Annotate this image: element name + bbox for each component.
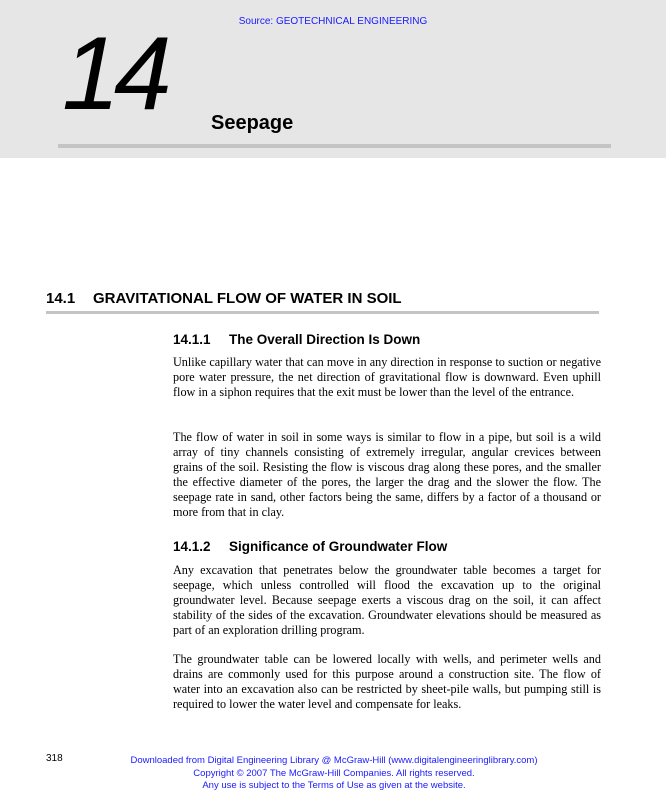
subsection-heading <box>173 332 420 347</box>
subsection-title: The Overall Direction Is Down <box>229 332 421 347</box>
chapter-number: 14 <box>62 16 166 132</box>
section-title: GRAVITATIONAL FLOW OF WATER IN SOIL <box>93 290 402 307</box>
subsection-title: Significance of Groundwater Flow <box>229 539 448 554</box>
source-line: Source: GEOTECHNICAL ENGINEERING <box>238 16 428 27</box>
section-heading <box>46 290 402 307</box>
page-number: 318 <box>46 753 63 764</box>
subsection-number: 14.1.1 <box>173 332 211 347</box>
chapter-rule <box>58 144 611 148</box>
paragraph: The flow of water in soil in some ways is similar to flow in a pipe, but soil is a wild array of tiny channels consisting of extremely irregular, angular crevices between grains of the soil. Resisting the flow is viscous drag along these pores, and the smaller the effective diameter of the pores, the larger the drag and the slower the flow. The seepage rate in sand, other factors being the same, differs by a factor of a thousand or more from that in clay. <box>173 430 601 519</box>
paragraph: The groundwater table can be lowered locally with wells, and perimeter wells and drains are commonly used for this purpose around a construction site. The flow of water into an excavation also can be restricted by sheet-pile walls, but pumping still is required to lower the water level and compensate for leaks. <box>173 652 601 711</box>
chapter-title: Seepage <box>211 112 294 134</box>
paragraph: Any excavation that penetrates below the groundwater table becomes a target for seepage, which unless controlled will flood the excavation up to the original groundwater level. Because seepage exerts a viscous drag on the soil, it can affect stability of the sides of the excavation. Groundwater elevations should be measured as part of an exploration drilling program. <box>173 563 601 637</box>
subsection-number: 14.1.2 <box>173 539 211 554</box>
section-number: 14.1 <box>46 290 76 307</box>
paragraph: Unlike capillary water that can move in any direction in response to suction or negative pore water pressure, the net direction of gravitational flow is downward. Even uphill flow in a siphon requires that the exit must be lower than the level of the entrance. <box>173 355 601 399</box>
section-rule <box>46 311 599 314</box>
footer-terms-link[interactable]: Any use is subject to the Terms of Use as given at the website. <box>202 780 466 791</box>
footer <box>0 755 666 793</box>
footer-download-link[interactable]: Downloaded from Digital Engineering Library @ McGraw-Hill (www.digitalengineeringlibrary.com) <box>130 755 538 766</box>
subsection-heading <box>173 539 447 554</box>
footer-copyright: Copyright © 2007 The McGraw-Hill Companies. All rights reserved. <box>193 767 475 779</box>
